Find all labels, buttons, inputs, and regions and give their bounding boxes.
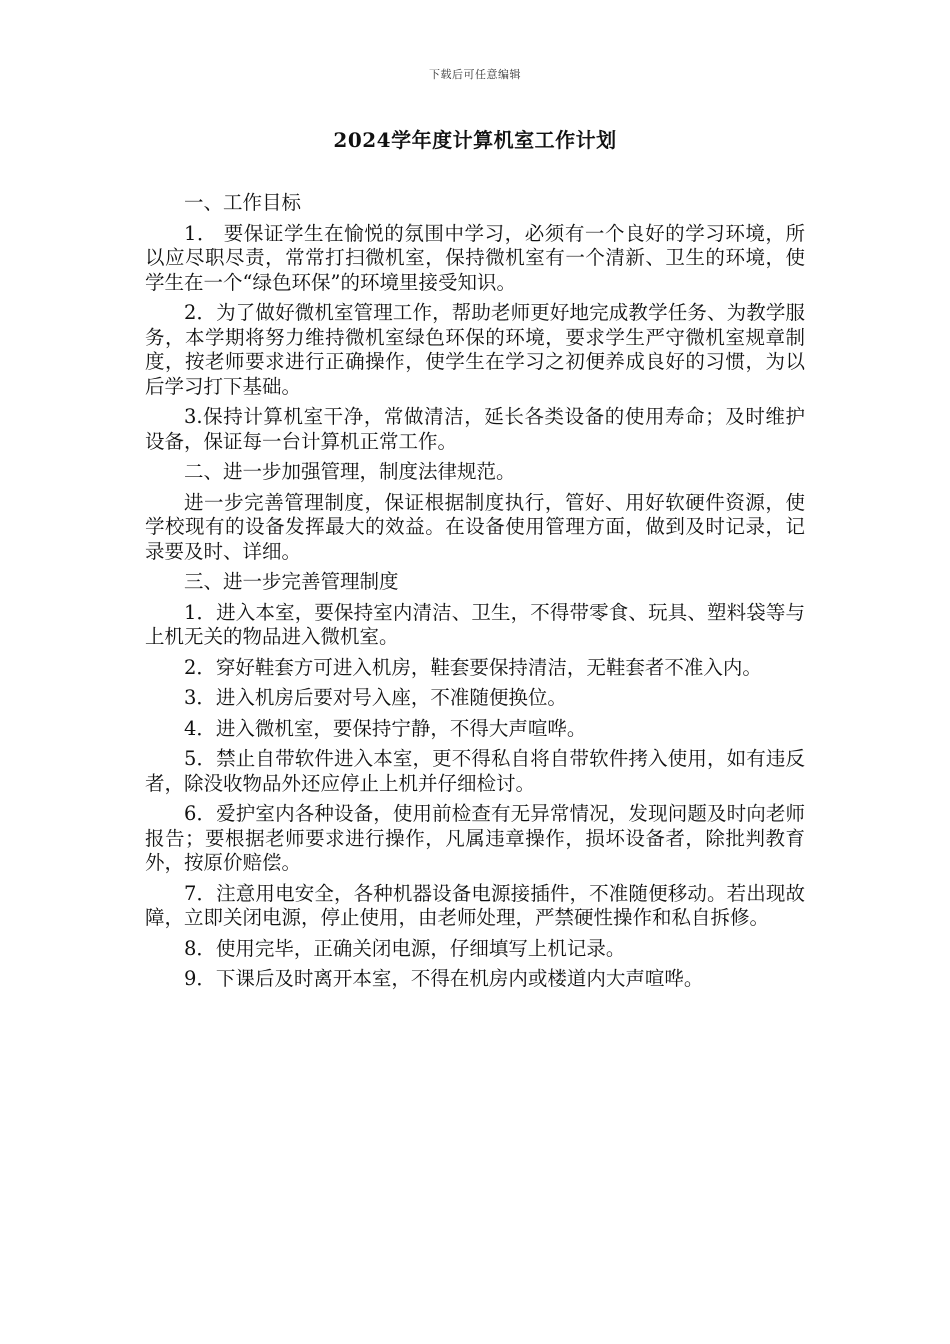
rule-item-1: 1．进入本室，要保持室内清洁、卫生，不得带零食、玩具、塑料袋等与上机无关的物品进入微机室。 xyxy=(145,600,805,648)
header-note: 下载后可任意编辑 xyxy=(429,68,521,81)
rule-item-2: 2．穿好鞋套方可进入机房，鞋套要保持清洁，无鞋套者不准入内。 xyxy=(184,655,762,679)
goal-item-1: 1． 要保证学生在愉悦的氛围中学习，必须有一个良好的学习环境，所以应尽职尽责，常常打扫微机室，保持微机室有一个清新、卫生的环境，使学生在一个“绿色环保”的环境里接受知识。 xyxy=(145,221,805,294)
rule-item-7: 7．注意用电安全，各种机器设备电源接插件，不准随便移动。若出现故障，立即关闭电源，停止使用，由老师处理，严禁硬性操作和私自拆修。 xyxy=(145,881,805,929)
rule-item-4: 4．进入微机室，要保持宁静，不得大声喧哗。 xyxy=(184,716,587,740)
document-body xyxy=(145,191,805,998)
section-heading-rules: 三、进一步完善管理制度 xyxy=(184,570,399,593)
management-paragraph: 进一步完善管理制度，保证根据制度执行，管好、用好软硬件资源，使学校现有的设备发挥最大的效益。在设备使用管理方面，做到及时记录，记录要及时、详细。 xyxy=(145,490,805,563)
section-heading-management: 二、进一步加强管理，制度法律规范。 xyxy=(184,460,516,483)
document-title: 2024学年度计算机室工作计划 xyxy=(333,128,617,152)
rule-item-6: 6．爱护室内各种设备，使用前检查有无异常情况，发现问题及时向老师报告；要根据老师要求进行操作，凡属违章操作，损坏设备者，除批判教育外，按原价赔偿。 xyxy=(145,802,805,874)
section-heading-goals: 一、工作目标 xyxy=(184,191,302,214)
rule-item-3: 3．进入机房后要对号入座，不准随便换位。 xyxy=(184,686,567,709)
rule-item-8: 8．使用完毕，正确关闭电源，仔细填写上机记录。 xyxy=(184,936,626,960)
rule-item-9: 9．下课后及时离开本室，不得在机房内或楼道内大声喧哗。 xyxy=(184,967,704,990)
goal-item-2: 2．为了做好微机室管理工作，帮助老师更好地完成教学任务、为教学服务，本学期将努力维持微机室绿色环保的环境，要求学生严守微机室规章制度，按老师要求进行正确操作，使学生在学习之初便养成良好的习惯，为以后学习打下基础。 xyxy=(145,301,805,398)
rule-item-5: 5．禁止自带软件进入本室，更不得私自将自带软件拷入使用，如有违反者，除没收物品外还应停止上机并仔细检讨。 xyxy=(145,747,805,795)
goal-item-3: 3.保持计算机室干净，常做清洁，延长各类设备的使用寿命；及时维护设备，保证每一台计算机正常工作。 xyxy=(145,405,805,453)
